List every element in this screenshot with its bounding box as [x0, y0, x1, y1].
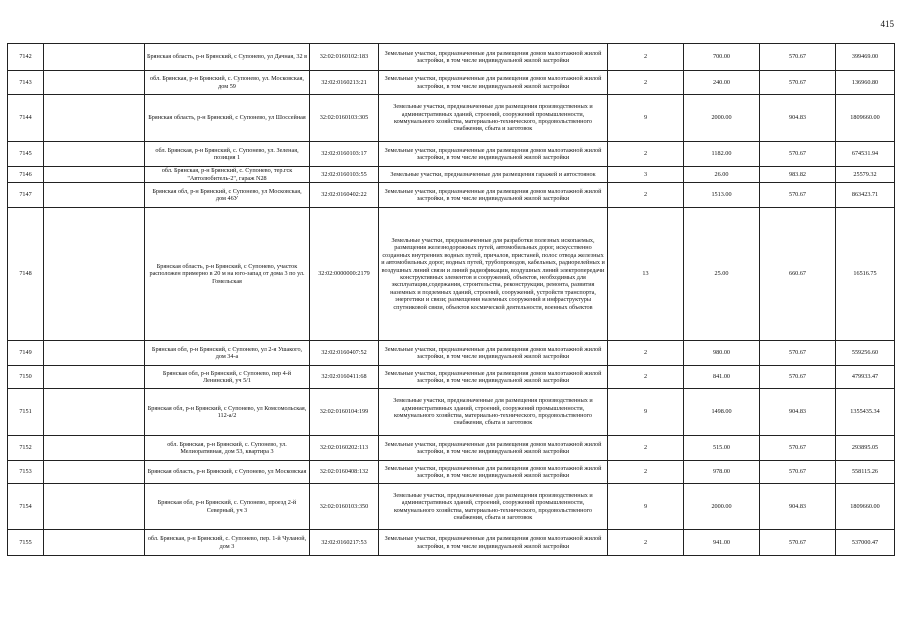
specific-value-cell: 570.67	[760, 461, 836, 484]
page-number: 415	[880, 19, 894, 29]
land-use-cell: Земельные участки, предназначенные для размещения домов малоэтажной жилой застройки, в том числе индивидуальной жилой застройки	[379, 530, 608, 556]
blank-cell	[44, 183, 145, 208]
area-cell: 515.00	[684, 436, 760, 461]
land-use-cell: Земельные участки, предназначенные для размещения гаражей и автостоянок	[379, 167, 608, 183]
row-number: 7142	[8, 44, 44, 71]
address-cell: Брянская обл, р-н Брянский, с Супонево, пер 4-й Ленинский, уч 5/1	[145, 366, 310, 389]
address-cell: Брянская область, р-н Брянский, с Супонево, ул Дачная, 32 в	[145, 44, 310, 71]
address-cell: Брянская обл, р-н Брянский, с. Супонево, проезд 2-й Северный, уч 3	[145, 484, 310, 530]
use-group-cell: 2	[608, 71, 684, 95]
area-cell: 2000.00	[684, 95, 760, 142]
cadastral-number-cell: 32:02:0160103:17	[310, 142, 379, 167]
blank-cell	[44, 95, 145, 142]
specific-value-cell: 983.82	[760, 167, 836, 183]
use-group-cell: 2	[608, 436, 684, 461]
cadastral-value-cell: 136960.80	[836, 71, 895, 95]
use-group-cell: 2	[608, 530, 684, 556]
row-number: 7153	[8, 461, 44, 484]
specific-value-cell: 904.83	[760, 484, 836, 530]
address-cell: Брянская область, р-н Брянский, с Супонево, ул Шоссейная	[145, 95, 310, 142]
table-row	[8, 436, 895, 461]
blank-cell	[44, 142, 145, 167]
specific-value-cell: 570.67	[760, 44, 836, 71]
blank-cell	[44, 44, 145, 71]
use-group-cell: 9	[608, 484, 684, 530]
land-use-cell: Земельные участки, предназначенные для размещения производственных и административных зданий, строений, сооружений промышленности, коммунального хозяйства, материально-технического, продовольственного снабжения, сбыта и заготовок	[379, 95, 608, 142]
cadastral-number-cell: 32:02:0160102:183	[310, 44, 379, 71]
area-cell: 941.00	[684, 530, 760, 556]
specific-value-cell: 570.67	[760, 366, 836, 389]
address-cell: обл. Брянская, р-н Брянский, с. Супонево, ул. Зеленая, позиция 1	[145, 142, 310, 167]
table-row	[8, 484, 895, 530]
specific-value-cell: 570.67	[760, 71, 836, 95]
table-body	[8, 44, 895, 556]
table-row	[8, 142, 895, 167]
blank-cell	[44, 436, 145, 461]
area-cell: 700.00	[684, 44, 760, 71]
row-number: 7151	[8, 389, 44, 436]
cadastral-number-cell: 32:02:0160217:53	[310, 530, 379, 556]
cadastral-value-cell: 1355435.34	[836, 389, 895, 436]
use-group-cell: 2	[608, 366, 684, 389]
land-use-cell: Земельные участки, предназначенные для размещения домов малоэтажной жилой застройки, в том числе индивидуальной жилой застройки	[379, 183, 608, 208]
row-number: 7145	[8, 142, 44, 167]
table-row	[8, 530, 895, 556]
cadastral-value-cell: 537000.47	[836, 530, 895, 556]
cadastral-number-cell: 32:02:0160407:52	[310, 341, 379, 366]
use-group-cell: 2	[608, 183, 684, 208]
cadastral-value-cell: 399469.00	[836, 44, 895, 71]
cadastral-number-cell: 32:02:0160104:199	[310, 389, 379, 436]
specific-value-cell: 570.67	[760, 436, 836, 461]
row-number: 7150	[8, 366, 44, 389]
address-cell: Брянская обл, р-н Брянский, с Супонево, ул Комсомольская, 112-а/2	[145, 389, 310, 436]
land-use-cell: Земельные участки, предназначенные для размещения домов малоэтажной жилой застройки, в том числе индивидуальной жилой застройки	[379, 436, 608, 461]
row-number: 7144	[8, 95, 44, 142]
area-cell: 980.00	[684, 341, 760, 366]
cadastral-value-cell: 293895.05	[836, 436, 895, 461]
address-cell: обл. Брянская, р-н Брянский, с. Супонево, тер.гск "Автолюбитель-2", гараж N28	[145, 167, 310, 183]
specific-value-cell: 904.83	[760, 95, 836, 142]
land-use-cell: Земельные участки, предназначенные для размещения домов малоэтажной жилой застройки, в том числе индивидуальной жилой застройки	[379, 341, 608, 366]
address-cell: Брянская область, р-н Брянский, с Супонево, ул Московская	[145, 461, 310, 484]
use-group-cell: 2	[608, 341, 684, 366]
area-cell: 1498.00	[684, 389, 760, 436]
row-number: 7148	[8, 208, 44, 341]
blank-cell	[44, 71, 145, 95]
land-use-cell: Земельные участки, предназначенные для размещения домов малоэтажной жилой застройки, в том числе индивидуальной жилой застройки	[379, 44, 608, 71]
cadastral-number-cell: 32:02:0000000:2179	[310, 208, 379, 341]
blank-cell	[44, 341, 145, 366]
address-cell: Брянская область, р-н Брянский, с Супонево, участок расположен примерно в 20 м на юго-запад от дома 3 по ул. Гомельская	[145, 208, 310, 341]
row-number: 7152	[8, 436, 44, 461]
specific-value-cell: 570.67	[760, 341, 836, 366]
specific-value-cell: 904.83	[760, 389, 836, 436]
area-cell: 978.00	[684, 461, 760, 484]
use-group-cell: 2	[608, 461, 684, 484]
land-use-cell: Земельные участки, предназначенные для размещения производственных и административных зданий, строений, сооружений промышленности, коммунального хозяйства, материально-технического, продовольственного снабжения, сбыта и заготовок	[379, 484, 608, 530]
table-row	[8, 95, 895, 142]
row-number: 7155	[8, 530, 44, 556]
table-row	[8, 71, 895, 95]
blank-cell	[44, 461, 145, 484]
table-row	[8, 389, 895, 436]
specific-value-cell: 570.67	[760, 183, 836, 208]
use-group-cell: 9	[608, 95, 684, 142]
blank-cell	[44, 366, 145, 389]
table-row	[8, 183, 895, 208]
area-cell: 841.00	[684, 366, 760, 389]
land-use-cell: Земельные участки, предназначенные для размещения домов малоэтажной жилой застройки, в том числе индивидуальной жилой застройки	[379, 142, 608, 167]
row-number: 7149	[8, 341, 44, 366]
specific-value-cell: 570.67	[760, 142, 836, 167]
area-cell: 25.00	[684, 208, 760, 341]
cadastral-value-cell: 1809660.00	[836, 484, 895, 530]
cadastral-number-cell: 32:02:0160408:132	[310, 461, 379, 484]
table-row	[8, 167, 895, 183]
address-cell: обл. Брянская, р-н Брянский, с. Супонево, ул. Московская, дом 59	[145, 71, 310, 95]
cadastral-number-cell: 32:02:0160402:22	[310, 183, 379, 208]
blank-cell	[44, 484, 145, 530]
row-number: 7146	[8, 167, 44, 183]
table-row	[8, 461, 895, 484]
use-group-cell: 13	[608, 208, 684, 341]
area-cell: 1182.00	[684, 142, 760, 167]
land-use-cell: Земельные участки, предназначенные для разработки полезных ископаемых, размещения железнодорожных путей, автомобильных дорог, искусственно созданных внутренних водных путей, причалов, пристаней, полос отвода железных и автомобильных дорог, водных путей, трубопроводов, кабельных, радиорелейных и воздушных линий связи и линий радиофикации, воздушных линий электропередачи конструктивных элементов и сооружений, объектов, необходимых для эксплуатации,содержания, строительства, реконструкции, ремонта, развития наземных и подземных зданий, строений, сооружений, устройств транспорта, энергетики и связи; размещения наземных сооружений и инфраструктуры спутниковой связи, объектов космической деятельности, военных объектов	[379, 208, 608, 341]
cadastral-number-cell: 32:02:0160103:350	[310, 484, 379, 530]
area-cell: 26.00	[684, 167, 760, 183]
cadastral-value-cell: 479933.47	[836, 366, 895, 389]
cadastral-value-cell: 863423.71	[836, 183, 895, 208]
table-row	[8, 366, 895, 389]
specific-value-cell: 660.67	[760, 208, 836, 341]
cadastral-number-cell: 32:02:0160411:68	[310, 366, 379, 389]
land-valuation-table	[7, 43, 895, 556]
area-cell: 1513.00	[684, 183, 760, 208]
cadastral-number-cell: 32:02:0160202:113	[310, 436, 379, 461]
blank-cell	[44, 389, 145, 436]
blank-cell	[44, 530, 145, 556]
land-use-cell: Земельные участки, предназначенные для размещения производственных и административных зданий, строений, сооружений промышленности, коммунального хозяйства, материально-технического, продовольственного снабжения, сбыта и заготовок	[379, 389, 608, 436]
area-cell: 240.00	[684, 71, 760, 95]
use-group-cell: 2	[608, 142, 684, 167]
row-number: 7143	[8, 71, 44, 95]
cadastral-value-cell: 558115.26	[836, 461, 895, 484]
table-row	[8, 341, 895, 366]
cadastral-number-cell: 32:02:0160103:55	[310, 167, 379, 183]
row-number: 7147	[8, 183, 44, 208]
table-row	[8, 208, 895, 341]
use-group-cell: 3	[608, 167, 684, 183]
address-cell: обл. Брянская, р-н Брянский, с. Супонево, ул. Мелиоративная, дом 53, квартира 3	[145, 436, 310, 461]
table-row	[8, 44, 895, 71]
cadastral-value-cell: 674531.94	[836, 142, 895, 167]
cadastral-number-cell: 32:02:0160213:21	[310, 71, 379, 95]
cadastral-value-cell: 16516.75	[836, 208, 895, 341]
address-cell: обл. Брянская, р-н Брянский, с. Супонево, пер. 1-й Чуланой, дом 3	[145, 530, 310, 556]
cadastral-number-cell: 32:02:0160103:305	[310, 95, 379, 142]
row-number: 7154	[8, 484, 44, 530]
specific-value-cell: 570.67	[760, 530, 836, 556]
cadastral-value-cell: 25579.32	[836, 167, 895, 183]
land-use-cell: Земельные участки, предназначенные для размещения домов малоэтажной жилой застройки, в том числе индивидуальной жилой застройки	[379, 461, 608, 484]
area-cell: 2000.00	[684, 484, 760, 530]
address-cell: Брянская обл, р-н Брянский, с Супонево, ул Московская, дом 46У	[145, 183, 310, 208]
cadastral-value-cell: 1809660.00	[836, 95, 895, 142]
blank-cell	[44, 208, 145, 341]
address-cell: Брянская обл, р-н Брянский, с Супонево, ул 2-я Ушакого, дом 34-а	[145, 341, 310, 366]
use-group-cell: 2	[608, 44, 684, 71]
use-group-cell: 9	[608, 389, 684, 436]
land-use-cell: Земельные участки, предназначенные для размещения домов малоэтажной жилой застройки, в том числе индивидуальной жилой застройки	[379, 71, 608, 95]
land-use-cell: Земельные участки, предназначенные для размещения домов малоэтажной жилой застройки, в том числе индивидуальной жилой застройки	[379, 366, 608, 389]
cadastral-value-cell: 559256.60	[836, 341, 895, 366]
blank-cell	[44, 167, 145, 183]
